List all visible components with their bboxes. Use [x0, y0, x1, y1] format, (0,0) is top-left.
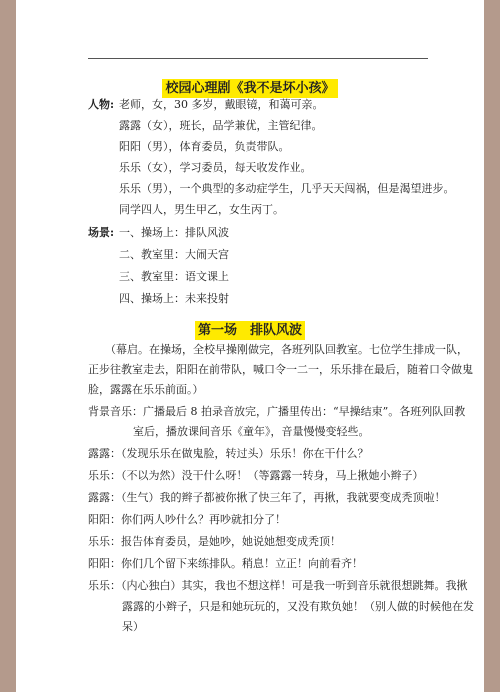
- character-line: 露露（女），班长，品学兼优，主管纪律。: [119, 119, 323, 132]
- scenes-label: 场景:: [88, 226, 115, 239]
- scene-line: 二、教室里：大闹天宫: [119, 248, 229, 261]
- scene-line: 四、操场上：未来投射: [119, 292, 229, 305]
- body-line: 露露：（发现乐乐在做鬼脸，转过头）乐乐！你在干什么？: [88, 447, 369, 460]
- body-line: 露露：（生气）我的辫子都被你揪了快三年了，再揪，我就要变成秃顶啦！: [88, 491, 446, 504]
- play-title: 校园心理剧《我不是坏小孩》: [16, 77, 484, 96]
- body-line: 背景音乐：广播最后 8 拍录音放完，广播里传出：“早操结束”。各班列队回教: [88, 405, 466, 418]
- scene-line: 三、教室里：语文课上: [119, 270, 229, 283]
- act-title: 第一场 排队风波: [16, 319, 484, 338]
- body-line: （幕启。在操场，全校早操刚做完，各班列队回教室。七位学生排成一队，: [105, 343, 468, 356]
- top-rule: [88, 58, 428, 59]
- body-line: 乐乐：（不以为然）没干什么呀！（等露露一转身，马上揪她小辫子）: [88, 469, 424, 482]
- scene-line: 一、操场上：排队风波: [119, 226, 229, 239]
- body-line: 呆）: [122, 620, 144, 633]
- character-line: 同学四人，男生甲乙，女生丙丁。: [119, 203, 284, 216]
- document-page: [16, 0, 484, 692]
- body-line: 脸，露露在乐乐前面。）: [88, 383, 204, 396]
- character-line: 阳阳（男），体育委员，负责带队。: [119, 140, 290, 153]
- body-line: 正步往教室走去，阳阳在前带队，喊口令一二一，乐乐排在最后，随着口令做鬼: [88, 363, 473, 376]
- body-line: 阳阳：你们几个留下来练排队。稍息！立正！向前看齐！: [88, 557, 363, 570]
- character-line: 乐乐（女），学习委员，每天收发作业。: [119, 161, 312, 174]
- body-line: 乐乐：报告体育委员，是她吵，她说她想变成秃顶！: [88, 535, 341, 548]
- characters-label: 人物:: [88, 98, 115, 111]
- character-line: 老师，女，30 多岁，戴眼镜，和蔼可亲。: [119, 98, 324, 111]
- body-line: 乐乐：（内心独白）其实，我也不想这样！可是我一听到音乐就很想跳舞。我揪: [88, 579, 468, 592]
- body-line: 阳阳：你们两人吵什么？再吵就扣分了！: [88, 513, 286, 526]
- body-line: 室后，播放课间音乐《童年》，音量慢慢变轻些。: [133, 425, 370, 438]
- character-line: 乐乐（男），一个典型的多动症学生，几乎天天闯祸，但是渴望进步。: [119, 182, 455, 195]
- body-line: 露露的小辫子，只是和她玩玩的，又没有欺负她！（别人做的时候他在发: [122, 600, 474, 613]
